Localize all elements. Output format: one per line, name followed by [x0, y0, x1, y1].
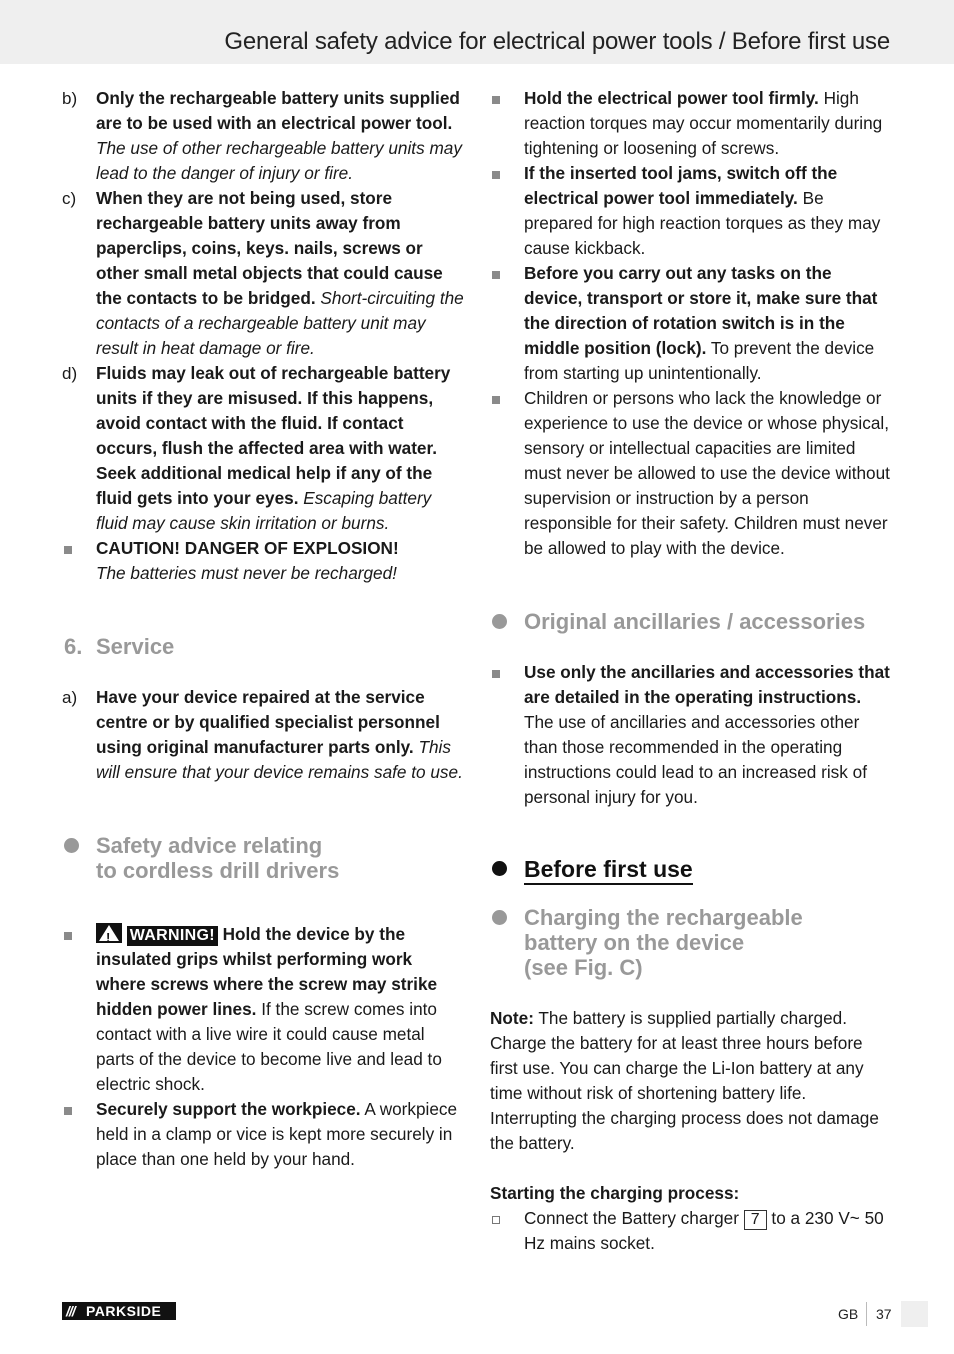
list-marker: c)	[62, 189, 77, 208]
list-item	[62, 685, 464, 785]
list-marker: a)	[62, 688, 78, 707]
bold-text: When they are not being used, store rechargeable battery units away from paperclips, coins, keys. nails, screws or other small metal objects that could cause the contacts to be bridged.	[96, 188, 443, 308]
italic-text: Short-circuiting the contacts of a rechargeable battery unit may result in heat damage or fire.	[96, 288, 464, 358]
bullet-dot-icon	[492, 861, 507, 876]
note-paragraph	[490, 1006, 890, 1156]
heading-line: Charging the rechargeable	[524, 905, 803, 930]
list-item	[62, 186, 464, 361]
list-item	[490, 86, 890, 161]
list-marker: d)	[62, 364, 78, 383]
bold-text: If the inserted tool jams, switch off the electrical power tool immediately.	[524, 163, 838, 208]
heading-line: Safety advice relating	[96, 833, 323, 858]
bullet-dot-icon	[64, 838, 79, 853]
body-text: Be prepared for high reaction torques as they may cause kickback.	[524, 188, 881, 258]
bold-text: Use only the ancillaries and accessories that are detailed in the operating instructions.	[524, 662, 890, 707]
body-text: Connect the Battery charger	[524, 1208, 744, 1228]
bullet-dot-icon	[492, 910, 507, 925]
list-item	[490, 386, 890, 561]
list-item	[490, 161, 890, 261]
list-item	[490, 660, 890, 810]
section-title: Before first use	[524, 856, 693, 885]
italic-text: Escaping battery fluid may cause skin irritation or burns.	[96, 488, 432, 533]
bold-text: Only the rechargeable battery units supplied are to be used with an electrical power tool.	[96, 88, 460, 133]
list-item	[62, 536, 464, 586]
body-text: High reaction torques may occur momentarily during tightening or loosening of screws.	[524, 88, 883, 158]
section-heading-before-first-use	[490, 855, 890, 883]
section-title: Original ancillaries / accessories	[524, 609, 866, 634]
figure-reference-badge: 7	[744, 1210, 767, 1230]
square-bullet-icon	[492, 396, 500, 404]
warning-triangle-icon	[96, 923, 122, 943]
bold-text: CAUTION! DANGER OF EXPLOSION!	[96, 538, 399, 558]
bold-text: Hold the electrical power tool firmly.	[524, 88, 819, 108]
square-bullet-icon	[492, 670, 500, 678]
section-heading-service	[62, 634, 464, 659]
bold-text: Have your device repaired at the service centre or by qualified specialist personnel using original manufacturer parts only.	[96, 687, 440, 757]
bold-text: Fluids may leak out of rechargeable battery units if they are misused. If this happens, avoid contact with the fluid. If contact occurs, flush the affected area with water. Seek additional medical help if any of the fluid gets into your eyes.	[96, 363, 451, 508]
square-bullet-icon	[64, 1107, 72, 1115]
list-item	[62, 86, 464, 186]
section-heading-ancillaries	[490, 609, 890, 634]
list-item	[62, 361, 464, 536]
list-marker: b)	[62, 89, 78, 108]
logo-slashes: ///	[66, 1303, 75, 1319]
bold-text: Before you carry out any tasks on the device, transport or store it, make sure that the direction of rotation switch is in the middle position (lock).	[524, 263, 878, 358]
body-text: To prevent the device from starting up unintentionally.	[524, 338, 875, 383]
bold-text: Hold the device by the insulated grips whilst performing work where screws where the screw may strike hidden power lines.	[96, 924, 438, 1019]
logo-brand: PARKSIDE	[86, 1303, 162, 1319]
square-bullet-icon	[492, 96, 500, 104]
body-text: The battery is supplied partially charged. Charge the battery for at least three hours before first use. You can charge the Li-Ion battery at any time without risk of shortening battery life. Interrupting the charging process does not damage the battery.	[490, 1008, 879, 1153]
body-text: The use of ancillaries and accessories other than those recommended in the operating instructions could lead to an increased risk of personal injury for you.	[524, 712, 867, 807]
heading-line: to cordless drill drivers	[96, 858, 340, 883]
heading-line: (see Fig. C)	[524, 955, 643, 980]
checkbox-bullet-icon	[492, 1216, 500, 1224]
bold-text: Securely support the workpiece.	[96, 1099, 361, 1119]
section-title: Service	[96, 634, 175, 659]
italic-text: This will ensure that your device remains safe to use.	[96, 737, 463, 782]
list-item	[62, 1097, 464, 1172]
list-item	[62, 922, 464, 1097]
page-title: General safety advice for electrical power tools / Before first use	[224, 28, 890, 55]
list-item	[490, 261, 890, 386]
language-code: GB	[838, 1306, 859, 1322]
parkside-logo	[62, 1302, 176, 1320]
left-column	[62, 86, 464, 1172]
square-bullet-icon	[492, 171, 500, 179]
square-bullet-icon	[492, 271, 500, 279]
right-column	[490, 86, 890, 1256]
bold-text: Note:	[490, 1008, 534, 1028]
body-text: to a 230 V~ 50 Hz mains socket.	[524, 1208, 884, 1253]
body-text: Children or persons who lack the knowledge or experience to use the device or whose physical, sensory or intellectual capacities are limited must never be allowed to use the device without supervision or instruction by a person responsible for their safety. Children must never be allowed to play with the device.	[524, 388, 890, 558]
page-number: 37	[876, 1306, 892, 1322]
square-bullet-icon	[64, 546, 72, 554]
list-item	[490, 1206, 890, 1256]
starting-label: Starting the charging process:	[490, 1183, 740, 1203]
italic-text: The use of other rechargeable battery units may lead to the danger of injury or fire.	[96, 138, 462, 183]
italic-text: The batteries must never be recharged!	[96, 563, 397, 583]
bullet-dot-icon	[492, 614, 507, 629]
square-bullet-icon	[64, 932, 72, 940]
warning-label: WARNING!	[127, 926, 218, 946]
body-text: If the screw comes into contact with a live wire it could cause metal parts of the device to become live and lead to electric shock.	[96, 999, 442, 1094]
heading-line: battery on the device	[524, 930, 745, 955]
body-text: A workpiece held in a clamp or vice is kept more securely in place than one held by your hand.	[96, 1099, 458, 1169]
footer-tab	[901, 1301, 928, 1327]
section-heading-drill	[62, 833, 464, 883]
footer-divider	[866, 1302, 867, 1326]
section-number: 6.	[64, 634, 83, 659]
section-heading-charging	[490, 905, 890, 980]
